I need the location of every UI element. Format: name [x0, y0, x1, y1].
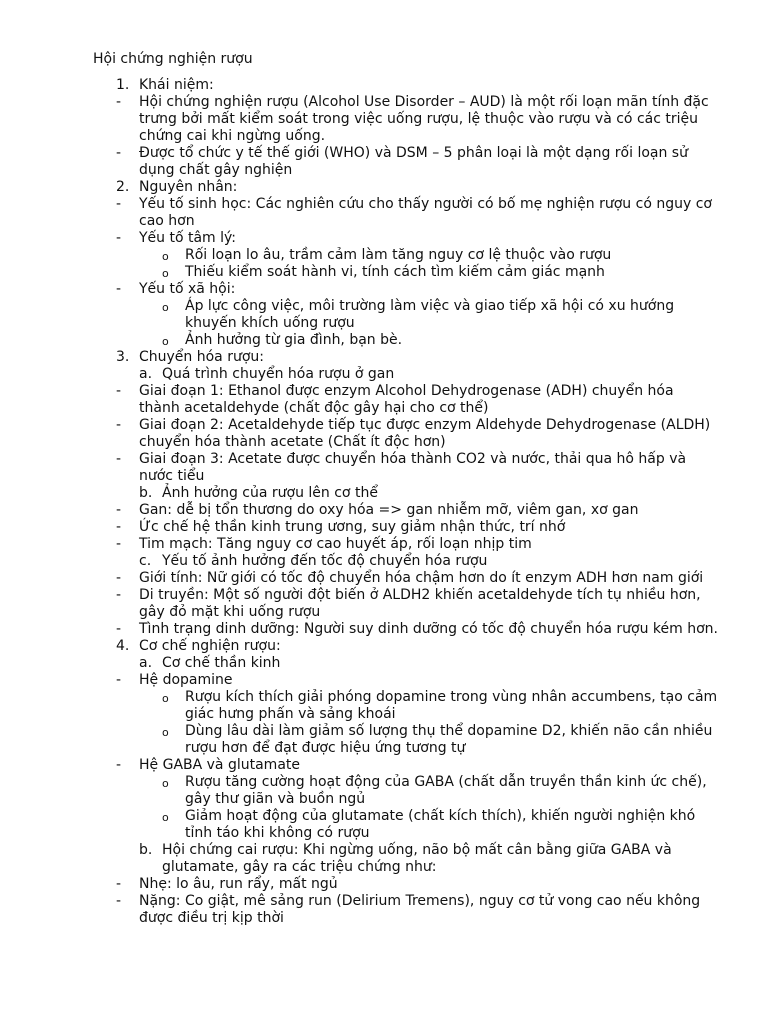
sub-bullet-item	[0, 723, 768, 757]
list-text: Giảm hoạt động của glutamate (chất kích thích), khiến người nghiện khó tỉnh táo khi không có rượu	[185, 808, 696, 841]
list-marker: 1.	[116, 77, 130, 93]
subsection-heading	[0, 366, 768, 383]
sub-bullet-item	[0, 774, 768, 808]
list-text: Hội chứng cai rượu: Khi ngừng uống, não bộ mất cân bằng giữa GABA và glutamate, gây ra các triệu chứng như:	[162, 842, 672, 875]
list-marker: o	[162, 811, 169, 824]
bullet-item	[0, 145, 768, 179]
list-text: Hội chứng nghiện rượu (Alcohol Use Disorder – AUD) là một rối loạn mãn tính đặc trưng bởi mất kiểm soát trong việc uống rượu, lệ thuộc vào rượu và có các triệu chứng cai khi ngừng uống.	[139, 94, 709, 144]
bullet-item	[0, 502, 768, 519]
list-marker: -	[116, 536, 122, 552]
list-marker: -	[116, 383, 122, 399]
list-text: Yếu tố sinh học: Các nghiên cứu cho thấy người có bố mẹ nghiện rượu có nguy cơ cao hơn	[139, 196, 712, 229]
list-text: Giới tính: Nữ giới có tốc độ chuyển hóa chậm hơn do ít enzym ADH hơn nam giới	[139, 570, 704, 586]
section-heading	[0, 349, 768, 366]
list-text: Gan: dễ bị tổn thương do oxy hóa => gan nhiễm mỡ, viêm gan, xơ gan	[139, 502, 639, 518]
list-marker: o	[162, 301, 169, 314]
list-marker: o	[162, 267, 169, 280]
list-marker: a.	[139, 655, 153, 671]
list-text: Dùng lâu dài làm giảm số lượng thụ thể dopamine D2, khiến não cần nhiều rượu hơn để đạt được hiệu ứng tương tự	[185, 723, 713, 756]
list-text: Rượu kích thích giải phóng dopamine trong vùng nhân accumbens, tạo cảm giác hưng phấn và sảng khoái	[185, 689, 718, 722]
list-text: Rượu tăng cường hoạt động của GABA (chất dẫn truyền thần kinh ức chế), gây thư giãn và buồn ngủ	[185, 774, 707, 807]
list-marker: b.	[139, 485, 153, 501]
list-marker: -	[116, 196, 122, 212]
bullet-item	[0, 757, 768, 774]
list-text: Ảnh hưởng từ gia đình, bạn bè.	[185, 332, 403, 348]
bullet-item	[0, 672, 768, 689]
list-text: Yếu tố tâm lý:	[139, 230, 237, 246]
section-heading	[0, 179, 768, 196]
list-marker: -	[116, 876, 122, 892]
list-marker: o	[162, 777, 169, 790]
list-text: Hệ GABA và glutamate	[139, 757, 300, 773]
list-marker: -	[116, 672, 122, 688]
list-marker: c.	[139, 553, 152, 569]
bullet-item	[0, 519, 768, 536]
list-marker: -	[116, 570, 122, 586]
list-text: Thiếu kiểm soát hành vi, tính cách tìm kiếm cảm giác mạnh	[185, 264, 605, 280]
list-marker: o	[162, 335, 169, 348]
bullet-item	[0, 230, 768, 247]
list-text: Yếu tố xã hội:	[139, 281, 236, 297]
list-marker: -	[116, 893, 122, 909]
list-text: Cơ chế nghiện rượu:	[139, 638, 281, 654]
list-text: Hệ dopamine	[139, 672, 233, 688]
list-text: Rối loạn lo âu, trầm cảm làm tăng nguy cơ lệ thuộc vào rượu	[185, 247, 612, 263]
bullet-item	[0, 536, 768, 553]
bullet-item	[0, 383, 768, 417]
bullet-item	[0, 876, 768, 893]
bullet-item	[0, 281, 768, 298]
sub-bullet-item	[0, 689, 768, 723]
list-text: Giai đoạn 2: Acetaldehyde tiếp tục được enzym Aldehyde Dehydrogenase (ALDH) chuyển hóa thành acetate (Chất ít độc hơn)	[139, 417, 711, 450]
list-marker: -	[116, 757, 122, 773]
list-marker: -	[116, 281, 122, 297]
list-text: Áp lực công việc, môi trường làm việc và giao tiếp xã hội có xu hướng khuyến khích uống rượu	[185, 298, 675, 331]
list-text: Cơ chế thần kinh	[162, 655, 281, 671]
sub-bullet-item	[0, 247, 768, 264]
sub-bullet-item	[0, 808, 768, 842]
sub-bullet-item	[0, 332, 768, 349]
list-text: Ức chế hệ thần kinh trung ương, suy giảm nhận thức, trí nhớ	[139, 519, 566, 535]
sub-bullet-item	[0, 264, 768, 281]
list-marker: -	[116, 417, 122, 433]
list-text: Nhẹ: lo âu, run rẩy, mất ngủ	[139, 876, 338, 892]
list-marker: -	[116, 621, 122, 637]
list-text: Giai đoạn 3: Acetate được chuyển hóa thành CO2 và nước, thải qua hô hấp và nước tiểu	[139, 451, 687, 484]
list-marker: -	[116, 230, 122, 246]
list-marker: o	[162, 250, 169, 263]
list-text: Ảnh hưởng của rượu lên cơ thể	[162, 485, 378, 501]
bullet-item	[0, 587, 768, 621]
list-marker: -	[116, 94, 122, 110]
list-marker: o	[162, 692, 169, 705]
list-marker: o	[162, 726, 169, 739]
bullet-item	[0, 417, 768, 451]
list-marker: -	[116, 587, 122, 603]
list-marker: -	[116, 451, 122, 467]
list-marker: 2.	[116, 179, 130, 195]
list-text: Được tổ chức y tế thế giới (WHO) và DSM – 5 phân loại là một dạng rối loạn sử dụng chất gây nghiện	[139, 145, 688, 178]
section-heading	[0, 638, 768, 655]
list-marker: 3.	[116, 349, 130, 365]
subsection-heading	[0, 553, 768, 570]
list-marker: -	[116, 145, 122, 161]
subsection-heading	[0, 842, 768, 876]
list-text: Nặng: Co giật, mê sảng run (Delirium Tremens), nguy cơ tử vong cao nếu không được điều trị kịp thời	[139, 893, 701, 926]
list-text: Quá trình chuyển hóa rượu ở gan	[162, 366, 395, 382]
sub-bullet-item	[0, 298, 768, 332]
list-text: Khái niệm:	[139, 77, 214, 93]
bullet-item	[0, 893, 768, 927]
document-body	[0, 77, 768, 927]
bullet-item	[0, 196, 768, 230]
list-text: Tình trạng dinh dưỡng: Người suy dinh dưỡng có tốc độ chuyển hóa rượu kém hơn.	[139, 621, 718, 637]
subsection-heading	[0, 485, 768, 502]
list-text: Giai đoạn 1: Ethanol được enzym Alcohol Dehydrogenase (ADH) chuyển hóa thành acetaldehyde (chất độc gây hại cho cơ thể)	[139, 383, 674, 416]
list-marker: a.	[139, 366, 153, 382]
list-text: Chuyển hóa rượu:	[139, 349, 264, 365]
bullet-item	[0, 94, 768, 145]
list-text: Di truyền: Một số người đột biến ở ALDH2 khiến acetaldehyde tích tụ nhiều hơn, gây đỏ mặt khi uống rượu	[139, 587, 701, 620]
subsection-heading	[0, 655, 768, 672]
list-text: Tim mạch: Tăng nguy cơ cao huyết áp, rối loạn nhịp tim	[139, 536, 532, 552]
list-marker: 4.	[116, 638, 130, 654]
section-heading	[0, 77, 768, 94]
list-marker: b.	[139, 842, 153, 858]
list-text: Yếu tố ảnh hưởng đến tốc độ chuyển hóa rượu	[162, 553, 488, 569]
list-marker: -	[116, 519, 122, 535]
list-text: Nguyên nhân:	[139, 179, 238, 195]
bullet-item	[0, 570, 768, 587]
document-title: Hội chứng nghiện rượu	[93, 51, 253, 67]
bullet-item	[0, 621, 768, 638]
list-marker: -	[116, 502, 122, 518]
bullet-item	[0, 451, 768, 485]
